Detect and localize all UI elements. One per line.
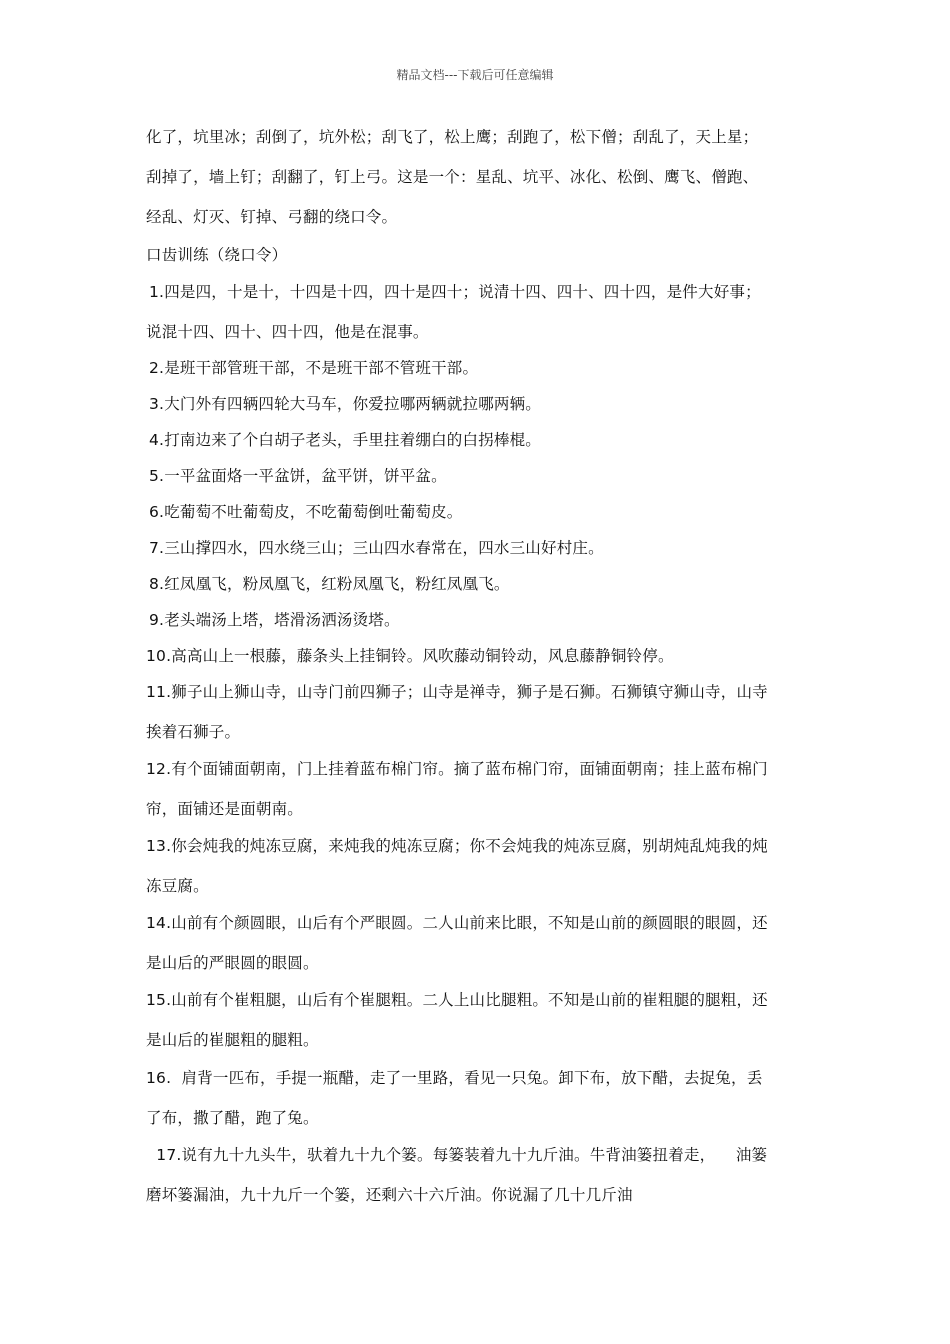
- item-11-line-1: 11.狮子山上狮山寺，山寺门前四狮子；山寺是禅寺，狮子是石狮。石狮镇守狮山寺，山寺: [146, 683, 768, 701]
- item-1-line-2: 说混十四、四十、四十四，他是在混事。: [146, 323, 429, 341]
- page-header: 精品文档---下载后可任意编辑: [396, 68, 554, 82]
- item-16-line-2: 了布，撒了醋，跑了兔。: [146, 1109, 319, 1127]
- item-17-line-2: 磨坏篓漏油，九十九斤一个篓，还剩六十六斤油。你说漏了几十几斤油: [146, 1186, 633, 1204]
- item-2: 2.是班干部管班干部，不是班干部不管班干部。: [149, 359, 479, 377]
- item-13-line-2: 冻豆腐。: [146, 877, 209, 895]
- item-6: 6.吃葡萄不吐葡萄皮，不吃葡萄倒吐葡萄皮。: [149, 503, 463, 521]
- item-14-line-2: 是山后的严眼圆的眼圆。: [146, 954, 319, 972]
- item-14-line-1: 14.山前有个颜圆眼，山后有个严眼圆。二人山前来比眼，不知是山前的颜圆眼的眼圆，还: [146, 914, 768, 932]
- item-5: 5.一平盆面烙一平盆饼，盆平饼，饼平盆。: [149, 467, 447, 485]
- item-17-line-1: 17.说有九十九头牛，驮着九十九个篓。每篓装着九十九斤油。牛背油篓扭着走， 油篓: [146, 1146, 768, 1164]
- item-9: 9.老头端汤上塔，塔滑汤洒汤烫塔。: [149, 611, 400, 629]
- item-4: 4.打南边来了个白胡子老头，手里拄着绷白的白拐棒棍。: [149, 431, 541, 449]
- item-1-line-1: 1.四是四，十是十，十四是十四，四十是四十；说清十四、四十、四十四，是件大好事；: [149, 283, 761, 301]
- item-16-line-1: 16. 肩背一匹布，手提一瓶醋，走了一里路，看见一只兔。卸下布，放下醋，去捉兔，丢: [146, 1069, 763, 1087]
- item-8: 8.红凤凰飞，粉凤凰飞，红粉凤凰飞，粉红凤凰飞。: [149, 575, 510, 593]
- intro-line: 化了，坑里冰；刮倒了，坑外松；刮飞了，松上鹰；刮跑了，松下僧；刮乱了，天上星；: [146, 128, 759, 146]
- section-title: 口齿训练（绕口令）: [146, 246, 288, 264]
- intro-line: 刮掉了，墙上钉；刮翻了，钉上弓。这是一个：星乱、坑平、冰化、松倒、鹰飞、僧跑、: [146, 168, 759, 186]
- item-11-line-2: 挨着石狮子。: [146, 723, 241, 741]
- item-10: 10.高高山上一根藤，藤条头上挂铜铃。风吹藤动铜铃动，风息藤静铜铃停。: [146, 647, 674, 665]
- item-15-line-1: 15.山前有个崔粗腿，山后有个崔腿粗。二人上山比腿粗。不知是山前的崔粗腿的腿粗，还: [146, 991, 768, 1009]
- intro-line: 经乱、灯灭、钉掉、弓翻的绕口令。: [146, 208, 398, 226]
- item-13-line-1: 13.你会炖我的炖冻豆腐，来炖我的炖冻豆腐；你不会炖我的炖冻豆腐，别胡炖乱炖我的炖: [146, 837, 768, 855]
- item-15-line-2: 是山后的崔腿粗的腿粗。: [146, 1031, 319, 1049]
- item-7: 7.三山撑四水，四水绕三山；三山四水春常在，四水三山好村庄。: [149, 539, 604, 557]
- item-3: 3.大门外有四辆四轮大马车，你爱拉哪两辆就拉哪两辆。: [149, 395, 541, 413]
- item-12-line-2: 帘，面铺还是面朝南。: [146, 800, 304, 818]
- item-12-line-1: 12.有个面铺面朝南，门上挂着蓝布棉门帘。摘了蓝布棉门帘，面铺面朝南；挂上蓝布棉门: [146, 760, 768, 778]
